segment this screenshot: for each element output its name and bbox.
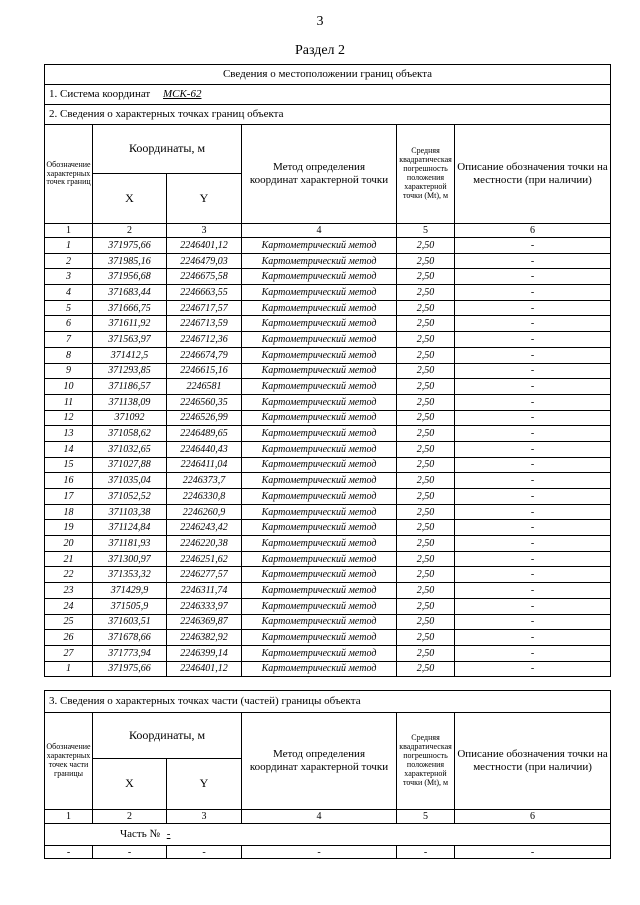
x-coordinate-cell: 371186,57 xyxy=(93,379,167,395)
y-coordinate-cell: 2246663,55 xyxy=(167,285,242,301)
y-coordinate-cell: 2246401,12 xyxy=(167,661,242,677)
accuracy-cell: 2,50 xyxy=(397,536,455,552)
accuracy-cell: 2,50 xyxy=(397,457,455,473)
point-number-cell: 20 xyxy=(45,536,93,552)
accuracy-cell: 2,50 xyxy=(397,238,455,254)
y-coordinate-cell: 2246220,38 xyxy=(167,536,242,552)
y-coordinate-cell: 2246526,99 xyxy=(167,410,242,426)
method-cell: Картометрический метод xyxy=(242,551,397,567)
point-number-cell: 25 xyxy=(45,614,93,630)
table-row xyxy=(45,630,611,646)
accuracy-cell: 2,50 xyxy=(397,269,455,285)
table-row xyxy=(45,410,611,426)
description-cell: - xyxy=(455,253,611,269)
y-coordinate-cell: 2246712,36 xyxy=(167,332,242,348)
description-cell: - xyxy=(455,630,611,646)
accuracy-cell: 2,50 xyxy=(397,363,455,379)
description-cell: - xyxy=(455,316,611,332)
point-number-cell: 13 xyxy=(45,426,93,442)
table-row xyxy=(45,285,611,301)
x-coordinate-cell: 371666,75 xyxy=(93,300,167,316)
column-number-3: 3 xyxy=(167,224,242,238)
x-coordinate-cell: 371975,66 xyxy=(93,238,167,254)
table-title: Сведения о местоположении границ объекта xyxy=(45,65,611,85)
point-number-cell: 2 xyxy=(45,253,93,269)
y-coordinate-cell: 2246479,03 xyxy=(167,253,242,269)
parts-header-description: Описание обозначения точки на местности (при наличии) xyxy=(455,713,611,810)
y-coordinate-cell: 2246440,43 xyxy=(167,441,242,457)
parts-column-number-2: 2 xyxy=(93,810,167,824)
boundary-table xyxy=(44,64,611,677)
page-number: 3 xyxy=(316,14,324,29)
table-row xyxy=(45,253,611,269)
accuracy-cell: 2,50 xyxy=(397,645,455,661)
point-number-cell: 1 xyxy=(45,661,93,677)
method-cell: Картометрический метод xyxy=(242,645,397,661)
table-row xyxy=(45,426,611,442)
accuracy-cell: 2,50 xyxy=(397,598,455,614)
accuracy-cell: 2,50 xyxy=(397,441,455,457)
parts-empty-cell-3: - xyxy=(167,846,242,859)
point-number-cell: 4 xyxy=(45,285,93,301)
x-coordinate-cell: 371181,93 xyxy=(93,536,167,552)
method-cell: Картометрический метод xyxy=(242,410,397,426)
parts-table xyxy=(44,690,611,859)
method-cell: Картометрический метод xyxy=(242,473,397,489)
description-cell: - xyxy=(455,347,611,363)
table-row xyxy=(45,379,611,395)
accuracy-cell: 2,50 xyxy=(397,473,455,489)
parts-empty-cell-4: - xyxy=(242,846,397,859)
method-cell: Картометрический метод xyxy=(242,300,397,316)
points-section-title: 2. Сведения о характерных точках границ объекта xyxy=(45,105,611,125)
table-row xyxy=(45,551,611,567)
y-coordinate-cell: 2246489,65 xyxy=(167,426,242,442)
y-coordinate-cell: 2246311,74 xyxy=(167,583,242,599)
y-coordinate-cell: 2246382,92 xyxy=(167,630,242,646)
method-cell: Картометрический метод xyxy=(242,567,397,583)
x-coordinate-cell: 371773,94 xyxy=(93,645,167,661)
method-cell: Картометрический метод xyxy=(242,379,397,395)
y-coordinate-cell: 2246674,79 xyxy=(167,347,242,363)
parts-empty-cell-1: - xyxy=(45,846,93,859)
x-coordinate-cell: 371678,66 xyxy=(93,630,167,646)
table-row xyxy=(45,363,611,379)
x-coordinate-cell: 371052,52 xyxy=(93,489,167,505)
coordinate-system-label: 1. Система координат xyxy=(49,88,151,101)
coordinate-system-row xyxy=(45,85,611,105)
description-cell: - xyxy=(455,598,611,614)
part-number-row xyxy=(45,824,611,846)
x-coordinate-cell: 371058,62 xyxy=(93,426,167,442)
x-coordinate-cell: 371035,04 xyxy=(93,473,167,489)
point-number-cell: 1 xyxy=(45,238,93,254)
table-row xyxy=(45,238,611,254)
accuracy-cell: 2,50 xyxy=(397,630,455,646)
point-number-cell: 16 xyxy=(45,473,93,489)
parts-column-number-4: 4 xyxy=(242,810,397,824)
point-number-cell: 7 xyxy=(45,332,93,348)
point-number-cell: 8 xyxy=(45,347,93,363)
y-coordinate-cell: 2246713,59 xyxy=(167,316,242,332)
point-number-cell: 10 xyxy=(45,379,93,395)
table-row xyxy=(45,520,611,536)
table-row xyxy=(45,316,611,332)
column-number-5: 5 xyxy=(397,224,455,238)
table-row xyxy=(45,661,611,677)
description-cell: - xyxy=(455,363,611,379)
header-x: X xyxy=(93,174,167,224)
description-cell: - xyxy=(455,379,611,395)
accuracy-cell: 2,50 xyxy=(397,300,455,316)
column-number-6: 6 xyxy=(455,224,611,238)
method-cell: Картометрический метод xyxy=(242,536,397,552)
point-number-cell: 17 xyxy=(45,489,93,505)
description-cell: - xyxy=(455,269,611,285)
description-cell: - xyxy=(455,661,611,677)
description-cell: - xyxy=(455,394,611,410)
method-cell: Картометрический метод xyxy=(242,269,397,285)
method-cell: Картометрический метод xyxy=(242,332,397,348)
point-number-cell: 26 xyxy=(45,630,93,646)
parts-header-x: X xyxy=(93,759,167,810)
accuracy-cell: 2,50 xyxy=(397,332,455,348)
accuracy-cell: 2,50 xyxy=(397,426,455,442)
table-row xyxy=(45,457,611,473)
x-coordinate-cell: 371032,65 xyxy=(93,441,167,457)
y-coordinate-cell: 2246330,8 xyxy=(167,489,242,505)
method-cell: Картометрический метод xyxy=(242,583,397,599)
y-coordinate-cell: 2246581 xyxy=(167,379,242,395)
accuracy-cell: 2,50 xyxy=(397,410,455,426)
x-coordinate-cell: 371505,9 xyxy=(93,598,167,614)
description-cell: - xyxy=(455,567,611,583)
column-number-1: 1 xyxy=(45,224,93,238)
description-cell: - xyxy=(455,583,611,599)
accuracy-cell: 2,50 xyxy=(397,285,455,301)
point-number-cell: 11 xyxy=(45,394,93,410)
point-number-cell: 6 xyxy=(45,316,93,332)
column-number-2: 2 xyxy=(93,224,167,238)
accuracy-cell: 2,50 xyxy=(397,567,455,583)
table-row xyxy=(45,536,611,552)
description-cell: - xyxy=(455,504,611,520)
description-cell: - xyxy=(455,645,611,661)
table-row xyxy=(45,583,611,599)
parts-header-method: Метод определения координат характерной точки xyxy=(242,713,397,810)
section-title: Раздел 2 xyxy=(294,43,346,58)
y-coordinate-cell: 2246401,12 xyxy=(167,238,242,254)
header-method: Метод определения координат характерной точки xyxy=(242,125,397,224)
point-number-cell: 14 xyxy=(45,441,93,457)
y-coordinate-cell: 2246399,14 xyxy=(167,645,242,661)
point-number-cell: 23 xyxy=(45,583,93,599)
y-coordinate-cell: 2246560,35 xyxy=(167,394,242,410)
point-number-cell: 21 xyxy=(45,551,93,567)
method-cell: Картометрический метод xyxy=(242,316,397,332)
parts-section-title: 3. Сведения о характерных точках части (частей) границы объекта xyxy=(45,691,611,713)
header-y: Y xyxy=(167,174,242,224)
parts-header-coords: Координаты, м xyxy=(93,713,242,759)
x-coordinate-cell: 371027,88 xyxy=(93,457,167,473)
table-row xyxy=(45,269,611,285)
description-cell: - xyxy=(455,489,611,505)
parts-column-number-1: 1 xyxy=(45,810,93,824)
method-cell: Картометрический метод xyxy=(242,394,397,410)
table-row xyxy=(45,598,611,614)
accuracy-cell: 2,50 xyxy=(397,614,455,630)
parts-column-number-5: 5 xyxy=(397,810,455,824)
method-cell: Картометрический метод xyxy=(242,238,397,254)
y-coordinate-cell: 2246333,97 xyxy=(167,598,242,614)
description-cell: - xyxy=(455,614,611,630)
description-cell: - xyxy=(455,520,611,536)
accuracy-cell: 2,50 xyxy=(397,489,455,505)
table-row xyxy=(45,504,611,520)
header-coords: Координаты, м xyxy=(93,125,242,174)
table-row xyxy=(45,441,611,457)
x-coordinate-cell: 371092 xyxy=(93,410,167,426)
x-coordinate-cell: 371293,85 xyxy=(93,363,167,379)
x-coordinate-cell: 371103,38 xyxy=(93,504,167,520)
parts-header-y: Y xyxy=(167,759,242,810)
method-cell: Картометрический метод xyxy=(242,520,397,536)
table-row xyxy=(45,567,611,583)
accuracy-cell: 2,50 xyxy=(397,661,455,677)
accuracy-cell: 2,50 xyxy=(397,347,455,363)
header-description: Описание обозначения точки на местности (при наличии) xyxy=(455,125,611,224)
parts-header-accuracy: Средняя квадратическая погрешность положения характерной точки (Mt), м xyxy=(397,713,455,810)
part-number-label: Часть № xyxy=(120,828,160,841)
method-cell: Картометрический метод xyxy=(242,614,397,630)
method-cell: Картометрический метод xyxy=(242,489,397,505)
method-cell: Картометрический метод xyxy=(242,504,397,520)
method-cell: Картометрический метод xyxy=(242,347,397,363)
accuracy-cell: 2,50 xyxy=(397,551,455,567)
part-number-value: - xyxy=(166,828,171,841)
description-cell: - xyxy=(455,551,611,567)
header-accuracy: Средняя квадратическая погрешность положения характерной точки (Mt), м xyxy=(397,125,455,224)
description-cell: - xyxy=(455,536,611,552)
method-cell: Картометрический метод xyxy=(242,598,397,614)
point-number-cell: 15 xyxy=(45,457,93,473)
parts-empty-cell-2: - xyxy=(93,846,167,859)
accuracy-cell: 2,50 xyxy=(397,253,455,269)
method-cell: Картометрический метод xyxy=(242,253,397,269)
y-coordinate-cell: 2246251,62 xyxy=(167,551,242,567)
header-point-name: Обозначение характерных точек границ xyxy=(45,125,93,224)
parts-column-number-6: 6 xyxy=(455,810,611,824)
table-row xyxy=(45,332,611,348)
method-cell: Картометрический метод xyxy=(242,426,397,442)
method-cell: Картометрический метод xyxy=(242,630,397,646)
x-coordinate-cell: 371300,97 xyxy=(93,551,167,567)
y-coordinate-cell: 2246369,87 xyxy=(167,614,242,630)
x-coordinate-cell: 371985,16 xyxy=(93,253,167,269)
y-coordinate-cell: 2246260,9 xyxy=(167,504,242,520)
parts-empty-cell-5: - xyxy=(397,846,455,859)
description-cell: - xyxy=(455,457,611,473)
x-coordinate-cell: 371975,66 xyxy=(93,661,167,677)
method-cell: Картометрический метод xyxy=(242,661,397,677)
accuracy-cell: 2,50 xyxy=(397,316,455,332)
x-coordinate-cell: 371429,9 xyxy=(93,583,167,599)
point-number-cell: 24 xyxy=(45,598,93,614)
accuracy-cell: 2,50 xyxy=(397,520,455,536)
x-coordinate-cell: 371353,32 xyxy=(93,567,167,583)
point-number-cell: 27 xyxy=(45,645,93,661)
x-coordinate-cell: 371956,68 xyxy=(93,269,167,285)
accuracy-cell: 2,50 xyxy=(397,583,455,599)
point-number-cell: 22 xyxy=(45,567,93,583)
description-cell: - xyxy=(455,473,611,489)
y-coordinate-cell: 2246411,04 xyxy=(167,457,242,473)
description-cell: - xyxy=(455,426,611,442)
method-cell: Картометрический метод xyxy=(242,363,397,379)
x-coordinate-cell: 371412,5 xyxy=(93,347,167,363)
point-number-cell: 18 xyxy=(45,504,93,520)
parts-header-point-name: Обозначение характерных точек части границы xyxy=(45,713,93,810)
description-cell: - xyxy=(455,332,611,348)
table-row xyxy=(45,300,611,316)
x-coordinate-cell: 371683,44 xyxy=(93,285,167,301)
x-coordinate-cell: 371124,84 xyxy=(93,520,167,536)
x-coordinate-cell: 371603,51 xyxy=(93,614,167,630)
y-coordinate-cell: 2246373,7 xyxy=(167,473,242,489)
description-cell: - xyxy=(455,441,611,457)
y-coordinate-cell: 2246277,57 xyxy=(167,567,242,583)
y-coordinate-cell: 2246717,57 xyxy=(167,300,242,316)
table-row xyxy=(45,347,611,363)
method-cell: Картометрический метод xyxy=(242,457,397,473)
y-coordinate-cell: 2246243,42 xyxy=(167,520,242,536)
coordinate-system-value: МСК-62 xyxy=(162,88,202,101)
table-row xyxy=(45,394,611,410)
x-coordinate-cell: 371138,09 xyxy=(93,394,167,410)
point-number-cell: 3 xyxy=(45,269,93,285)
point-number-cell: 12 xyxy=(45,410,93,426)
table-row xyxy=(45,645,611,661)
table-row xyxy=(45,489,611,505)
table-row xyxy=(45,473,611,489)
accuracy-cell: 2,50 xyxy=(397,379,455,395)
description-cell: - xyxy=(455,300,611,316)
accuracy-cell: 2,50 xyxy=(397,394,455,410)
parts-empty-cell-6: - xyxy=(455,846,611,859)
parts-column-number-3: 3 xyxy=(167,810,242,824)
y-coordinate-cell: 2246615,16 xyxy=(167,363,242,379)
x-coordinate-cell: 371611,92 xyxy=(93,316,167,332)
table-row xyxy=(45,614,611,630)
method-cell: Картометрический метод xyxy=(242,441,397,457)
point-number-cell: 19 xyxy=(45,520,93,536)
method-cell: Картометрический метод xyxy=(242,285,397,301)
description-cell: - xyxy=(455,410,611,426)
point-number-cell: 9 xyxy=(45,363,93,379)
description-cell: - xyxy=(455,285,611,301)
x-coordinate-cell: 371563,97 xyxy=(93,332,167,348)
column-number-4: 4 xyxy=(242,224,397,238)
point-number-cell: 5 xyxy=(45,300,93,316)
y-coordinate-cell: 2246675,58 xyxy=(167,269,242,285)
accuracy-cell: 2,50 xyxy=(397,504,455,520)
description-cell: - xyxy=(455,238,611,254)
